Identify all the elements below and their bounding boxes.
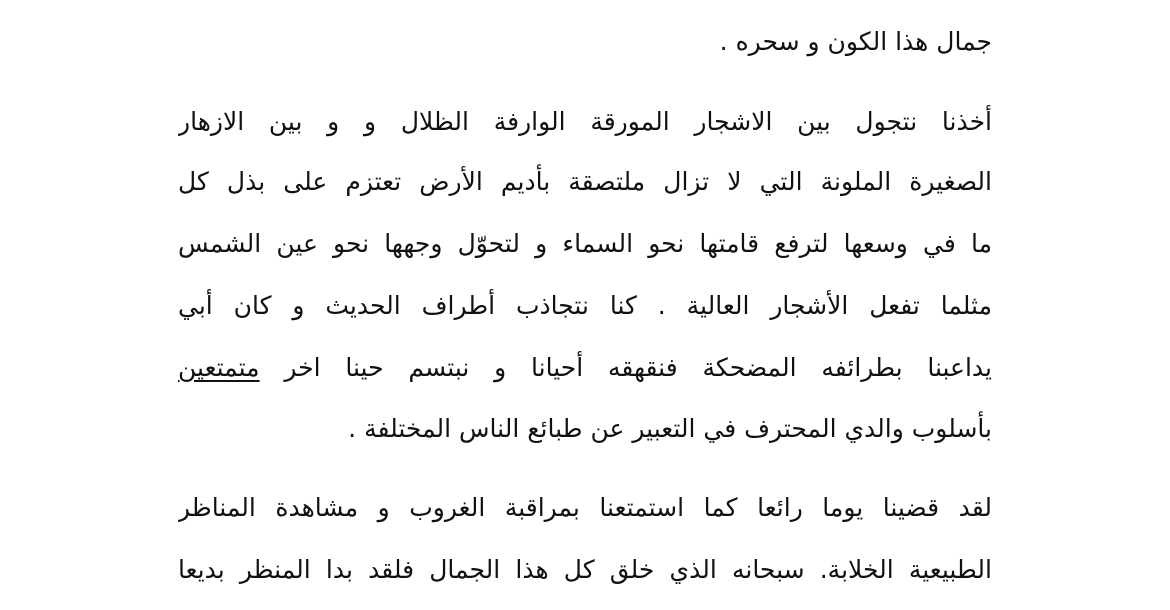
text-line-1: جمال هذا الكون و سحره . bbox=[719, 27, 992, 56]
text-line-3: الصغيرة الملونة التي لا تزال ملتصقة بأديم الأرض تعتزم على بذل كل bbox=[178, 167, 992, 196]
text-line-4: ما في وسعها لترفع قامتها نحو السماء و لتحوّل وجهها نحو عين الشمس bbox=[178, 229, 992, 258]
text-line-8: لقد قضينا يوما رائعا كما استمتعنا بمراقبة الغروب و مشاهدة المناظر bbox=[178, 493, 992, 522]
text-line-5: مثلما تفعل الأشجار العالية . كنا نتجاذب أطراف الحديث و كان أبي bbox=[178, 291, 992, 320]
text-line-7: بأسلوب والدي المحترف في التعبير عن طبائع الناس المختلفة . bbox=[348, 414, 992, 443]
underlined-word: متمتعين bbox=[178, 353, 260, 382]
text-line-2: أخذنا نتجول بين الاشجار المورقة الوارفة الظلال و و بين الازهار bbox=[178, 107, 992, 136]
text-line-6-main: يداعبنا بطرائفه المضحكة فنقهقه أحيانا و نبتسم حينا اخر bbox=[284, 353, 992, 382]
text-line-6 bbox=[178, 346, 992, 390]
text-line-9: الطبيعية الخلابة. سبحانه الذي خلق كل هذا الجمال فلقد بدا المنظر بديعا bbox=[178, 555, 992, 584]
